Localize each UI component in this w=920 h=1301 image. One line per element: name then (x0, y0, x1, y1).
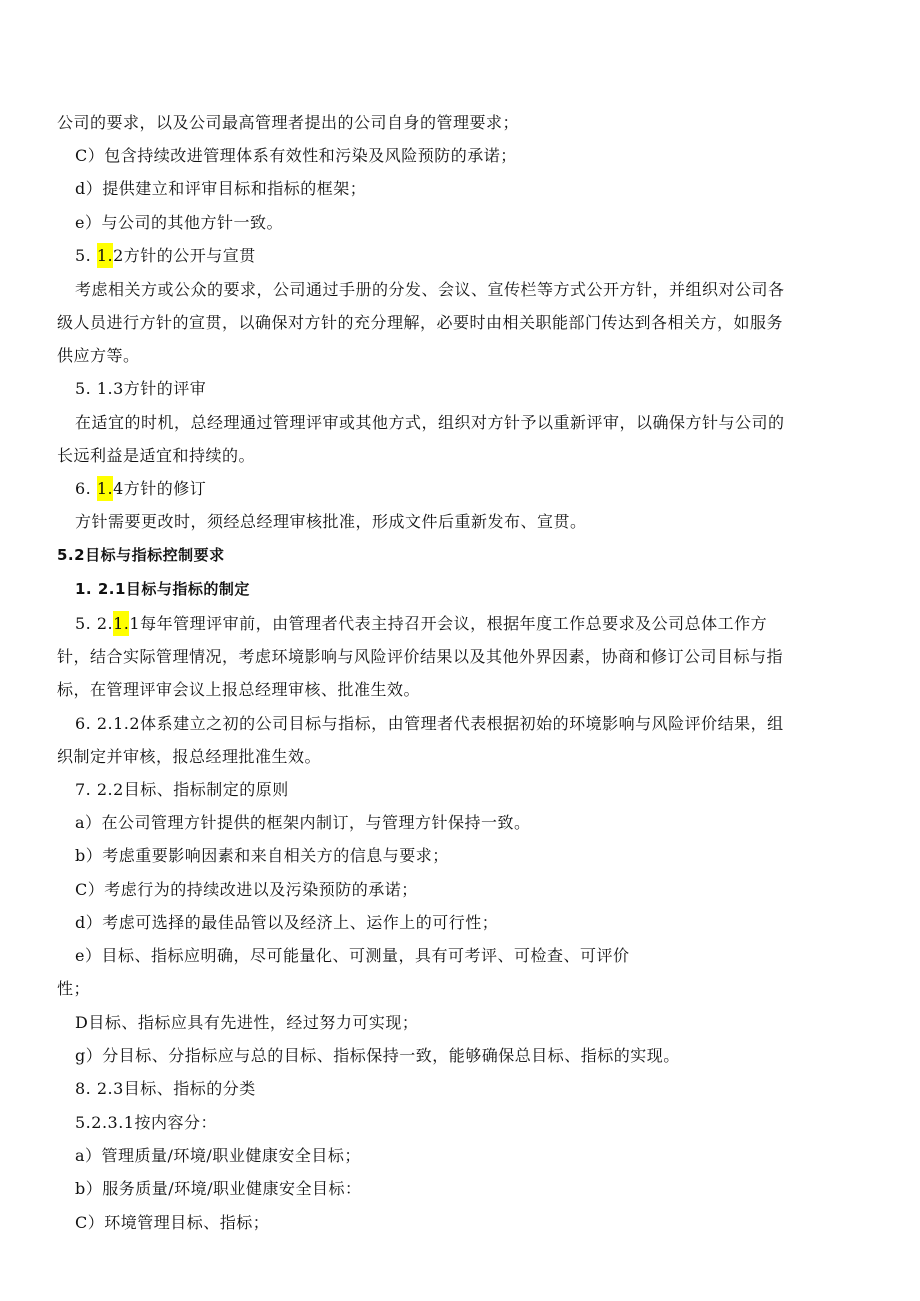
subsection-heading-bold: 1. 2.1目标与指标的制定 (75, 580, 250, 598)
line-prefix: 5. (75, 246, 97, 265)
list-item-line: e）目标、指标应明确，尽可能量化、可测量，具有可考评、可检查、可评价 (75, 946, 630, 965)
paragraph-line: 考虑相关方或公众的要求，公司通过手册的分发、会议、宣传栏等方式公开方针，并组织对公司各 (75, 280, 785, 299)
section-heading-line (75, 245, 256, 267)
list-item-line: C）包含持续改进管理体系有效性和污染及风险预防的承诺； (75, 146, 517, 165)
list-item-line: a）在公司管理方针提供的框架内制订，与管理方针保持一致。 (75, 813, 531, 832)
list-item-line: b）服务质量/环境/职业健康安全目标： (75, 1179, 362, 1198)
section-heading-line: 5.2.3.1按内容分： (75, 1113, 217, 1132)
paragraph-line: 标，在管理评审会议上报总经理审核、批准生效。 (57, 680, 421, 699)
highlighted-text: 1. (113, 611, 129, 636)
paragraph-line: 公司的要求，以及公司最高管理者提出的公司自身的管理要求； (57, 113, 520, 132)
list-item-line: g）分目标、分指标应与总的目标、指标保持一致，能够确保总目标、指标的实现。 (75, 1046, 680, 1065)
list-item-line: d）考虑可选择的最佳品管以及经济上、运作上的可行性； (75, 913, 499, 932)
line-suffix: 1每年管理评审前，由管理者代表主持召开会议，根据年度工作总要求及公司总体工作方 (129, 614, 768, 633)
line-prefix: 6. (75, 479, 97, 498)
section-heading-line: 8. 2.3目标、指标的分类 (75, 1079, 256, 1098)
list-item-line: 性； (57, 979, 91, 998)
list-item-line: a）管理质量/环境/职业健康安全目标； (75, 1146, 361, 1165)
list-item-line: C）环境管理目标、指标； (75, 1213, 270, 1232)
list-item-line: e）与公司的其他方针一致。 (75, 213, 283, 232)
list-item-line: b）考虑重要影响因素和来自相关方的信息与要求； (75, 846, 449, 865)
highlighted-text: 1. (97, 243, 113, 268)
line-suffix: 2方针的公开与宣贯 (113, 246, 256, 265)
section-heading-line (75, 478, 206, 500)
highlighted-text: 1. (97, 476, 113, 501)
list-item-line: D目标、指标应具有先进性，经过努力可实现； (75, 1013, 419, 1032)
section-heading-bold: 5.2目标与指标控制要求 (57, 546, 225, 564)
paragraph-line: 方针需要更改时，须经总经理审核批准，形成文件后重新发布、宣贯。 (75, 512, 587, 531)
list-item-line: d）提供建立和评审目标和指标的框架； (75, 179, 367, 198)
paragraph-line: 织制定并审核，报总经理批准生效。 (57, 747, 322, 766)
section-heading-line: 5. 1.3方针的评审 (75, 379, 207, 398)
paragraph-line: 长远利益是适宜和持续的。 (57, 446, 256, 465)
paragraph-line: 供应方等。 (57, 346, 140, 365)
paragraph-line (75, 613, 767, 635)
paragraph-line: 级人员进行方针的宣贯，以确保对方针的充分理解，必要时由相关职能部门传达到各相关方，如服务 (57, 313, 784, 332)
paragraph-line: 针，结合实际管理情况，考虑环境影响与风险评价结果以及其他外界因素，协商和修订公司目标与指 (57, 647, 784, 666)
section-heading-line: 7. 2.2目标、指标制定的原则 (75, 780, 289, 799)
list-item-line: C）考虑行为的持续改进以及污染预防的承诺； (75, 880, 418, 899)
line-prefix: 5. 2. (75, 614, 114, 633)
paragraph-line: 6. 2.1.2体系建立之初的公司目标与指标，由管理者代表根据初始的环境影响与风险评价结果，组 (75, 714, 784, 733)
paragraph-line: 在适宜的时机，总经理通过管理评审或其他方式，组织对方针予以重新评审，以确保方针与公司的 (75, 413, 785, 432)
line-suffix: 4方针的修订 (113, 479, 207, 498)
